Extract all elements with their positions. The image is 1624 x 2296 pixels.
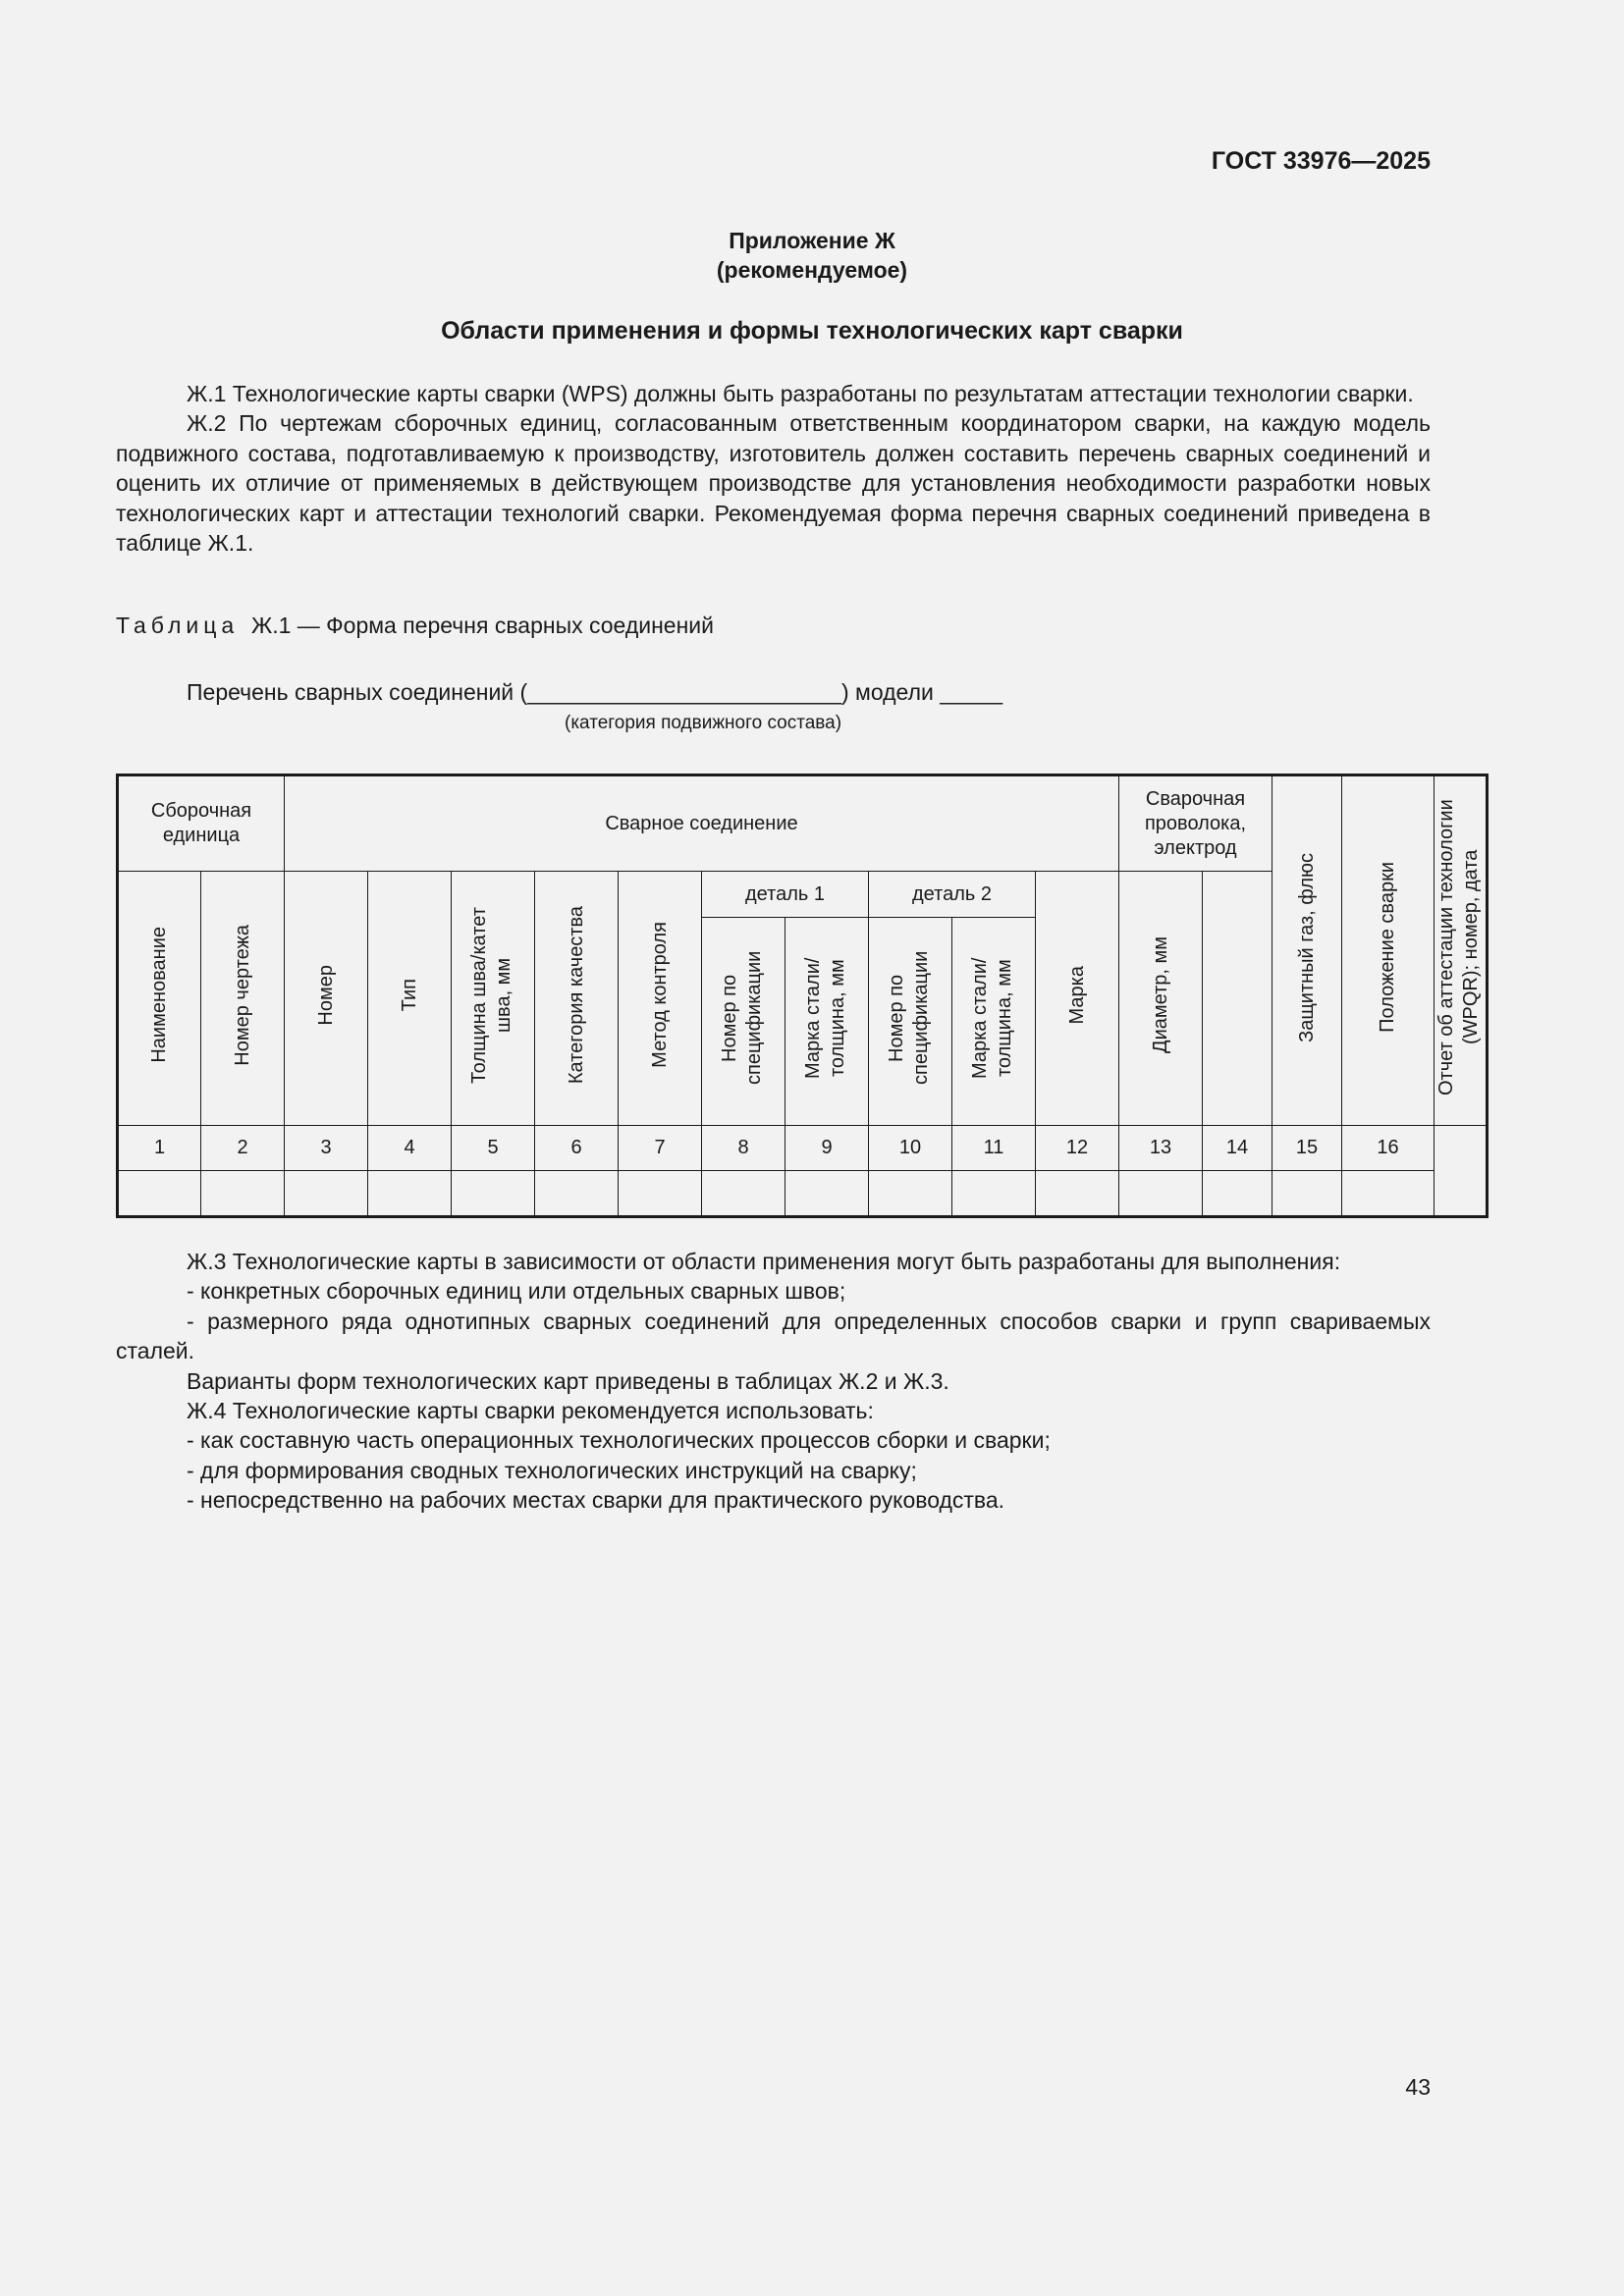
header-col-11: Марка стали/толщина, мм: [952, 918, 1036, 1126]
standard-number: ГОСТ 33976—2025: [1211, 147, 1431, 175]
table-cell: [1036, 1171, 1119, 1217]
list-item: - непосредственно на рабочих местах сварки для практического руководства.: [187, 1487, 1005, 1514]
col-number: 12: [1036, 1126, 1119, 1171]
col-number: 7: [619, 1126, 702, 1171]
appendix-status: (рекомендуемое): [716, 257, 908, 283]
header-col-16: Отчет об аттестации технологии (WPQR); номер, дата: [1435, 775, 1488, 1126]
header-col-7: Метод контроля: [619, 872, 702, 1126]
list-title: Перечень сварных соединений (_________________________) модели _____: [187, 679, 1003, 705]
header-weld-joint: Сварное соединение: [285, 775, 1119, 872]
table-empty-row: [118, 1171, 1488, 1217]
appendix-heading: [0, 226, 1624, 285]
table-cell: [368, 1171, 452, 1217]
table-caption-text: Ж.1 — Форма перечня сварных соединений: [250, 613, 714, 638]
table-cell: [118, 1171, 201, 1217]
header-col-12: Марка: [1036, 872, 1119, 1126]
table-cell: [201, 1171, 285, 1217]
header-col-6: Категория качества: [535, 872, 619, 1126]
appendix-title: Приложение Ж: [729, 228, 895, 253]
table-cell: [869, 1171, 952, 1217]
list-item: - конкретных сборочных единиц или отдельных сварных швов;: [187, 1278, 846, 1305]
header-col-3: Номер: [285, 872, 368, 1126]
col-number: 11: [952, 1126, 1036, 1171]
col-number: 6: [535, 1126, 619, 1171]
header-detail-1: деталь 1: [702, 872, 869, 918]
section-title: Области применения и формы технологических карт сварки: [441, 317, 1183, 345]
header-col-10: Номер по спецификации: [869, 918, 952, 1126]
table-cell: [702, 1171, 785, 1217]
col-number: 5: [452, 1126, 535, 1171]
header-assembly-unit: Сборочная единица: [118, 775, 285, 872]
header-col-14: Защитный газ, флюс: [1272, 775, 1342, 1126]
col-number: 8: [702, 1126, 785, 1171]
table-caption: [116, 613, 714, 639]
header-col-15: Положение сварки: [1342, 775, 1435, 1126]
col-number: 4: [368, 1126, 452, 1171]
list-item: - для формирования сводных технологических инструкций на сварку;: [187, 1457, 917, 1483]
page-number: 43: [1405, 2074, 1431, 2100]
header-col-13: Диаметр, мм: [1119, 872, 1203, 1126]
closing-text: [116, 1247, 1431, 1516]
paragraph-zh3: Ж.3 Технологические карты в зависимости от области применения могут быть разработаны для выполнения:: [187, 1249, 1341, 1274]
list-item: - как составную часть операционных технологических процессов сборки и сварки;: [187, 1427, 1051, 1454]
table-cell: [952, 1171, 1036, 1217]
table-cell: [452, 1171, 535, 1217]
weld-joints-table: [116, 774, 1489, 1218]
table-cell: [785, 1171, 869, 1217]
col-number: 3: [285, 1126, 368, 1171]
header-col-1: Наименование: [118, 872, 201, 1126]
col-number: 14: [1203, 1126, 1272, 1171]
header-welding-wire: Сварочная проволока, электрод: [1119, 775, 1272, 872]
header-col-5: Толщина шва/катет шва, мм: [452, 872, 535, 1126]
header-col-2: Номер чертежа: [201, 872, 285, 1126]
paragraph-zh4: Ж.4 Технологические карты сварки рекомендуется использовать:: [187, 1398, 874, 1424]
paragraph-variants: Варианты форм технологических карт приведены в таблицах Ж.2 и Ж.3.: [187, 1367, 949, 1394]
col-number: 15: [1272, 1126, 1342, 1171]
table-caption-label: Таблица: [116, 613, 240, 638]
col-number: 9: [785, 1126, 869, 1171]
table-cell: [619, 1171, 702, 1217]
list-item: - размерного ряда однотипных сварных соединений для определенных способов сварки и групп свариваемых сталей.: [116, 1308, 1431, 1364]
header-detail-2: деталь 2: [869, 872, 1036, 918]
col-number: 16: [1342, 1126, 1435, 1171]
table-cell: [1203, 1171, 1272, 1217]
col-number: 10: [869, 1126, 952, 1171]
table-cell: [1342, 1171, 1435, 1217]
table-cell: [285, 1171, 368, 1217]
col-number: 2: [201, 1126, 285, 1171]
table-cell: [1272, 1171, 1342, 1217]
table-cell: [1119, 1171, 1203, 1217]
header-col-8: Номер по спецификации: [702, 918, 785, 1126]
header-col-9: Марка стали/толщина, мм: [785, 918, 869, 1126]
paragraph-zh1: Ж.1 Технологические карты сварки (WPS) должны быть разработаны по результатам аттестации технологии сварки.: [187, 381, 1414, 406]
paragraph-zh2: Ж.2 По чертежам сборочных единиц, согласованным ответственным координатором сварки, на каждую модель подвижного состава, подготавливаемую к производству, изготовитель должен составить перечень сварных соединений и оценить их отличие от применяемых в действующем производстве для установления необходимости разработки новых технологических карт и аттестации технологий сварки. Рекомендуемая форма перечня сварных соединений приведена в таблице Ж.1.: [116, 410, 1431, 557]
header-col-4: Тип: [368, 872, 452, 1126]
table-cell: [535, 1171, 619, 1217]
col-number: 1: [118, 1126, 201, 1171]
col-number: 13: [1119, 1126, 1203, 1171]
list-subtitle: (категория подвижного состава): [565, 713, 842, 733]
intro-text: [116, 379, 1431, 558]
